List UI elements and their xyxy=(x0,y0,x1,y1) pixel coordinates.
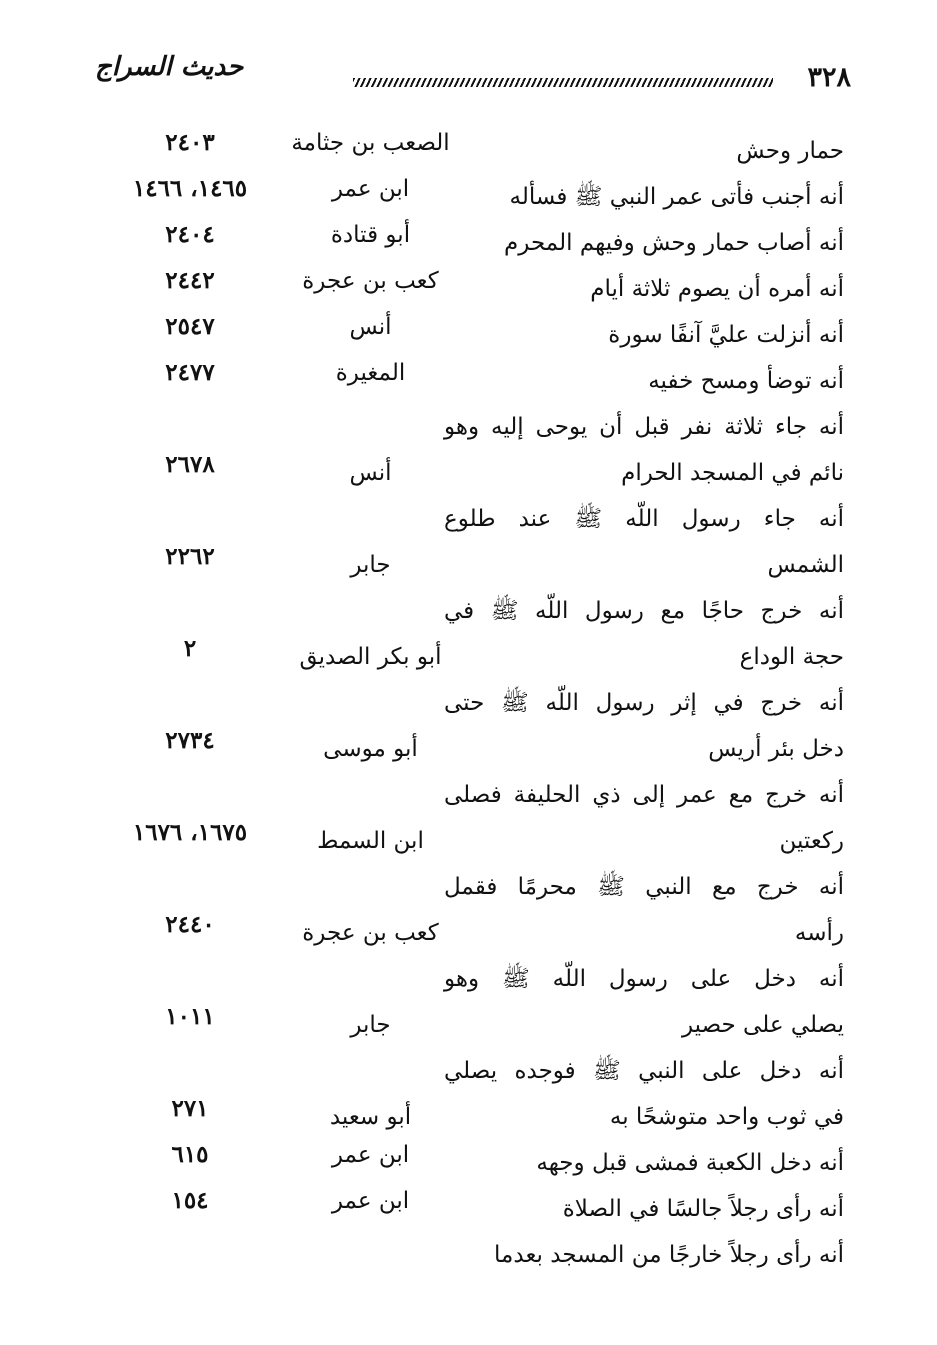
hadith-text: أنه خرج مع النبي ﷺ محرمًا فقمل xyxy=(444,874,844,900)
hadith-text: أنه توضأ ومسح خفيه xyxy=(648,368,844,394)
index-entries xyxy=(0,128,937,1278)
hadith-text: أنه دخل على النبي ﷺ فوجده يصلي xyxy=(444,1058,844,1084)
hadith-text: أنه أصاب حمار وحش وفيهم المحرم xyxy=(504,230,844,256)
hadith-numbers: ٢٤٠٤ xyxy=(165,221,215,248)
page-number: ٣٢٨ xyxy=(807,62,851,93)
index-entry xyxy=(0,496,937,588)
hadith-numbers: ٦١٥ xyxy=(171,1141,209,1168)
entry-line xyxy=(0,358,937,404)
hadith-numbers: ٢٤٧٧ xyxy=(165,359,215,386)
header-rule xyxy=(353,78,773,87)
narrator-name: أنس xyxy=(349,460,392,486)
page-header xyxy=(95,50,855,100)
hadith-text: حمار وحش xyxy=(736,138,844,164)
narrator-name: أبو بكر الصديق xyxy=(299,644,442,670)
index-entry xyxy=(0,1186,937,1232)
narrator-name: أبو قتادة xyxy=(330,222,411,248)
hadith-numbers: ٢٧٣٤ xyxy=(165,727,215,754)
hadith-text: أنه خرج مع عمر إلى ذي الحليفة فصلى xyxy=(444,782,844,808)
index-entry xyxy=(0,772,937,864)
hadith-text: أنه دخل على رسول اللّه ﷺ وهو xyxy=(444,966,844,992)
narrator-name: ابن السمط xyxy=(317,828,424,854)
narrator-name: ابن عمر xyxy=(331,1142,410,1168)
hadith-numbers: ٢٢٦٢ xyxy=(165,543,215,570)
hadith-text: الشمس xyxy=(767,552,844,578)
hadith-text: نائم في المسجد الحرام xyxy=(621,460,844,486)
index-entry xyxy=(0,588,937,680)
narrator-name: جابر xyxy=(350,1012,391,1038)
narrator-name: المغيرة xyxy=(335,360,406,386)
narrator-name: كعب بن عجرة xyxy=(302,268,439,294)
entry-line xyxy=(0,1002,937,1048)
hadith-text: أنه أنزلت عليَّ آنفًا سورة xyxy=(608,322,844,348)
hadith-text: في ثوب واحد متوشحًا به xyxy=(609,1104,844,1130)
hadith-text: أنه دخل الكعبة فمشى قبل وجهه xyxy=(536,1150,844,1176)
hadith-numbers: ١٦٧٥، ١٦٧٦ xyxy=(132,819,248,846)
hadith-text: أنه رأى رجلاً خارجًا من المسجد بعدما xyxy=(494,1242,844,1268)
hadith-numbers: ١٤٦٥، ١٤٦٦ xyxy=(132,175,248,202)
index-entry xyxy=(0,404,937,496)
entry-line xyxy=(0,634,937,680)
narrator-name: كعب بن عجرة xyxy=(302,920,439,946)
hadith-numbers: ٢٤٤٢ xyxy=(165,267,215,294)
entry-line xyxy=(0,1232,937,1278)
narrator-name: الصعب بن جثامة xyxy=(291,130,450,156)
hadith-numbers: ٢٦٧٨ xyxy=(165,451,215,478)
hadith-text: أنه خرج حاجًا مع رسول اللّه ﷺ في xyxy=(444,598,844,624)
narrator-name: ابن عمر xyxy=(331,176,410,202)
hadith-numbers: ٢٧١ xyxy=(171,1095,209,1122)
hadith-text: أنه خرج في إثر رسول اللّه ﷺ حتى xyxy=(444,690,844,716)
narrator-name: أبو موسى xyxy=(323,736,418,762)
hadith-text: أنه جاء ثلاثة نفر قبل أن يوحى إليه وهو xyxy=(444,414,844,440)
index-entry xyxy=(0,956,937,1048)
hadith-numbers: ٢٤٠٣ xyxy=(165,129,215,156)
entry-line xyxy=(0,542,937,588)
narrator-name: ابن عمر xyxy=(331,1188,410,1214)
hadith-numbers: ٢٤٤٠ xyxy=(165,911,215,938)
narrator-name: أبو سعيد xyxy=(329,1104,412,1130)
narrator-name: أنس xyxy=(349,314,392,340)
entry-line xyxy=(0,1186,937,1232)
hadith-text: أنه جاء رسول اللّه ﷺ عند طلوع xyxy=(444,506,844,532)
hadith-text: أنه أمره أن يصوم ثلاثة أيام xyxy=(590,276,844,302)
book-title: حديث السراج xyxy=(95,52,244,82)
index-entry xyxy=(0,1048,937,1140)
hadith-text: رأسه xyxy=(794,920,844,946)
hadith-numbers: ٢٥٤٧ xyxy=(165,313,215,340)
hadith-numbers: ١٠١١ xyxy=(165,1003,215,1030)
index-entry xyxy=(0,680,937,772)
hadith-text: يصلي على حصير xyxy=(681,1012,844,1038)
entry-line xyxy=(0,726,937,772)
entry-line xyxy=(0,910,937,956)
hadith-text: أنه أجنب فأتى عمر النبي ﷺ فسأله xyxy=(509,184,844,210)
hadith-text: حجة الوداع xyxy=(739,644,844,670)
index-entry xyxy=(0,1232,937,1278)
entry-line xyxy=(0,818,937,864)
hadith-text: دخل بئر أريس xyxy=(708,736,844,762)
hadith-numbers: ١٥٤ xyxy=(171,1187,209,1214)
index-entry xyxy=(0,358,937,404)
hadith-text: أنه رأى رجلاً جالسًا في الصلاة xyxy=(562,1196,844,1222)
narrator-name: جابر xyxy=(350,552,391,578)
hadith-numbers: ٢ xyxy=(183,635,197,662)
hadith-text: ركعتين xyxy=(779,828,844,854)
entry-line xyxy=(0,450,937,496)
index-entry xyxy=(0,864,937,956)
